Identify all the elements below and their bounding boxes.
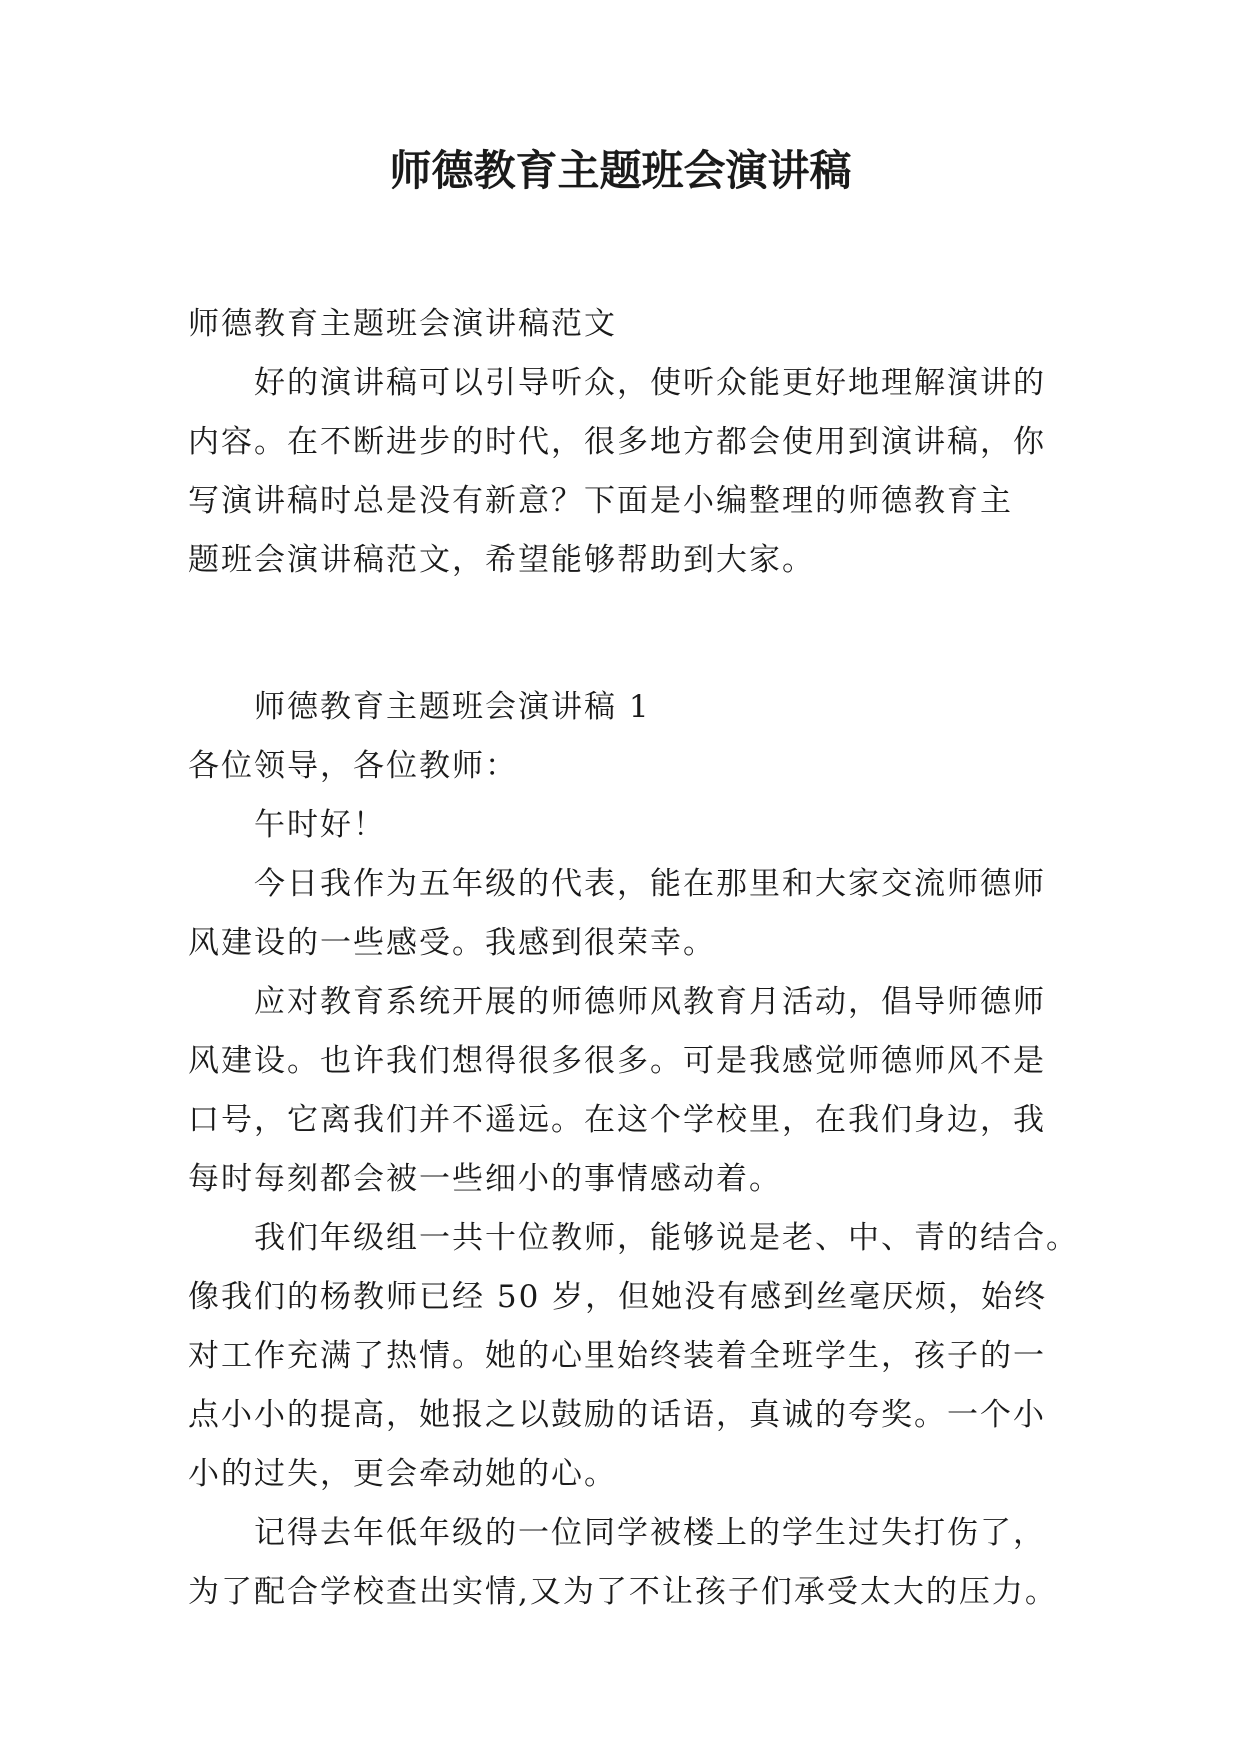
paragraph-line: 口号，它离我们并不遥远。在这个学校里，在我们身边，我 bbox=[188, 1102, 1046, 1138]
paragraph-line: 点小小的提高，她报之以鼓励的话语，真诚的夸奖。一个小 bbox=[188, 1397, 1046, 1433]
paragraph-line: 像我们的杨教师已经 50 岁，但她没有感到丝毫厌烦，始终 bbox=[188, 1279, 1048, 1315]
paragraph-line: 为了配合学校查出实情,又为了不让孩子们承受太大的压力。 bbox=[188, 1574, 1058, 1610]
salutation: 各位领导，各位教师： bbox=[188, 748, 518, 784]
section-heading: 师德教育主题班会演讲稿 1 bbox=[254, 689, 651, 725]
document-title: 师德教育主题班会演讲稿 bbox=[389, 146, 852, 195]
paragraph-line: 今日我作为五年级的代表，能在那里和大家交流师德师 bbox=[254, 866, 1046, 902]
paragraph-line: 应对教育系统开展的师德师风教育月活动，倡导师德师 bbox=[254, 984, 1046, 1020]
intro-line: 题班会演讲稿范文，希望能够帮助到大家。 bbox=[188, 542, 815, 578]
intro-line: 内容。在不断进步的时代，很多地方都会使用到演讲稿，你 bbox=[188, 424, 1046, 460]
paragraph-line: 我们年级组一共十位教师，能够说是老、中、青的结合。 bbox=[254, 1220, 1079, 1256]
paragraph-line: 记得去年低年级的一位同学被楼上的学生过失打伤了， bbox=[254, 1515, 1046, 1551]
section-gap bbox=[188, 590, 1068, 678]
paragraph-line: 每时每刻都会被一些细小的事情感动着。 bbox=[188, 1161, 782, 1197]
document-body bbox=[188, 295, 1079, 1622]
paragraph-line: 风建设。也许我们想得很多很多。可是我感觉师德师风不是 bbox=[188, 1043, 1046, 1079]
paragraph-line: 对工作充满了热情。她的心里始终装着全班学生，孩子的一 bbox=[188, 1338, 1046, 1374]
greeting: 午时好！ bbox=[254, 807, 386, 843]
paragraph-line: 风建设的一些感受。我感到很荣幸。 bbox=[188, 925, 716, 961]
paragraph-line: 小的过失，更会牵动她的心。 bbox=[188, 1456, 617, 1492]
intro-line: 好的演讲稿可以引导听众，使听众能更好地理解演讲的 bbox=[254, 365, 1046, 401]
intro-line: 写演讲稿时总是没有新意？下面是小编整理的师德教育主 bbox=[188, 483, 1013, 519]
document-subtitle: 师德教育主题班会演讲稿范文 bbox=[188, 306, 617, 342]
